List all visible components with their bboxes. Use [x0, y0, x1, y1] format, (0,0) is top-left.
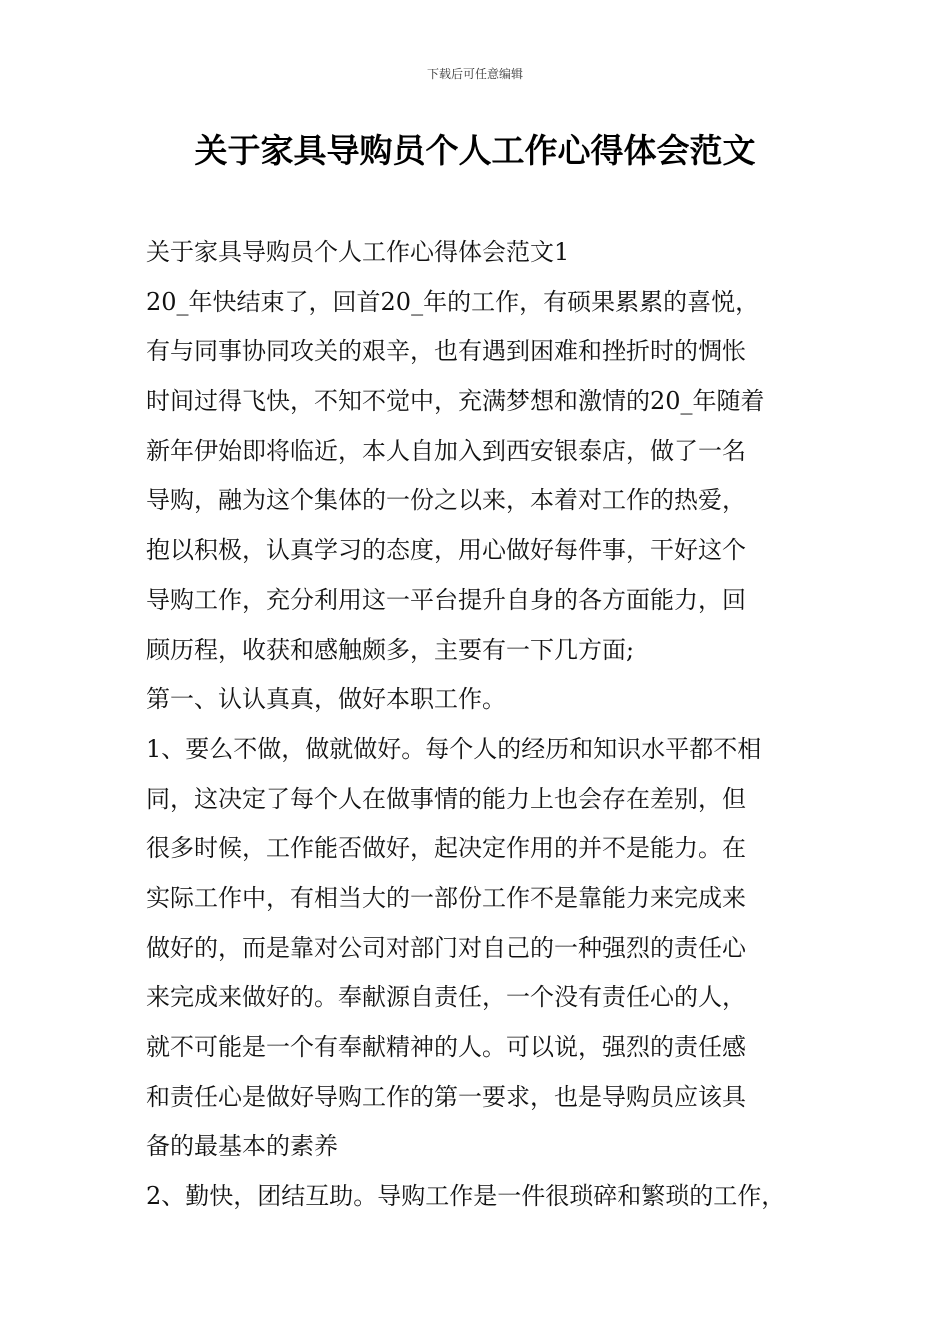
text-line: 2、勤快，团结互助。导购工作是一件很琐碎和繁琐的工作，	[146, 1182, 786, 1211]
document-title: 关于家具导购员个人工作心得体会范文	[194, 131, 756, 170]
document-body	[146, 228, 836, 1222]
text-line: 同，这决定了每个人在做事情的能力上也会存在差别，但	[146, 784, 746, 813]
text-line: 导购工作，充分利用这一平台提升自身的各方面能力，回	[146, 585, 746, 614]
header-note: 下载后可任意编辑	[426, 67, 523, 81]
text-line: 新年伊始即将临近，本人自加入到西安银泰店，做了一名	[146, 436, 746, 465]
text-line: 就不可能是一个有奉献精神的人。可以说，强烈的责任感	[146, 1033, 746, 1061]
text-line: 做好的，而是靠对公司对部门对自己的一种强烈的责任心	[146, 933, 746, 962]
text-line: 顾历程，收获和感触颇多，主要有一下几方面;	[146, 635, 635, 664]
text-line: 来完成来做好的。奉献源自责任，一个没有责任心的人，	[146, 983, 746, 1012]
text-line: 20_年快结束了，回首20_年的工作，有硕果累累的喜悦，	[146, 287, 760, 316]
text-line: 第一、认认真真，做好本职工作。	[146, 685, 506, 714]
text-line: 关于家具导购员个人工作心得体会范文1	[146, 238, 570, 266]
text-line: 1、要么不做，做就做好。每个人的经历和知识水平都不相	[146, 734, 762, 763]
text-line: 和责任心是做好导购工作的第一要求，也是导购员应该具	[146, 1082, 746, 1111]
text-line: 备的最基本的素养	[146, 1132, 338, 1161]
text-line: 实际工作中，有相当大的一部份工作不是靠能力来完成来	[146, 883, 746, 912]
text-line: 有与同事协同攻关的艰辛，也有遇到困难和挫折时的惆怅	[146, 337, 746, 366]
text-line: 很多时候，工作能否做好，起决定作用的并不是能力。在	[146, 834, 746, 863]
text-line: 导购，融为这个集体的一份之以来，本着对工作的热爱，	[146, 486, 746, 515]
text-line: 时间过得飞快，不知不觉中，充满梦想和激情的20_年随着	[146, 387, 765, 416]
text-line: 抱以积极，认真学习的态度，用心做好每件事，干好这个	[146, 536, 746, 565]
